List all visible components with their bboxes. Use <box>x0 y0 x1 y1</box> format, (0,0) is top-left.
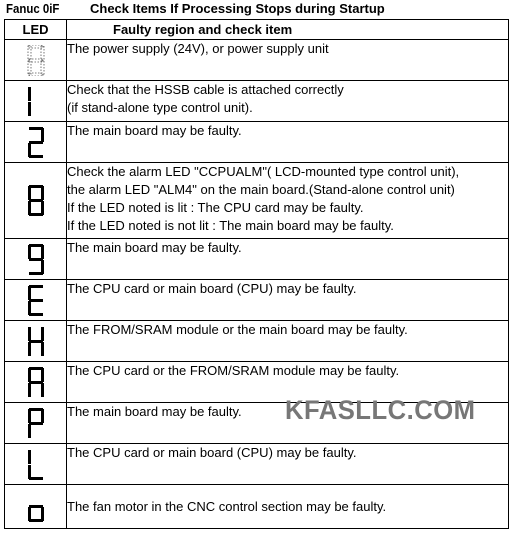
brand-label: Fanuc 0iF <box>6 1 60 16</box>
table-row <box>5 239 509 280</box>
description-cell <box>67 485 509 529</box>
table-row <box>5 280 509 321</box>
description-line: The CPU card or the FROM/SRAM module may be faulty. <box>67 363 400 378</box>
description-line: The fan motor in the CNC control section may be faulty. <box>67 498 387 514</box>
led-letter-l-icon <box>27 449 45 480</box>
led-cell <box>5 122 67 163</box>
led-digit-1-icon <box>27 86 45 117</box>
led-cell <box>5 444 67 485</box>
description-cell <box>67 122 509 163</box>
check-items-table <box>4 19 509 529</box>
description-line: The power supply (24V), or power supply unit <box>67 41 329 56</box>
description-cell <box>67 40 509 81</box>
table-row <box>5 321 509 362</box>
description-line: The main board may be faulty. <box>67 123 242 138</box>
description-line: Check the alarm LED "CCPUALM"( LCD-mounted type control unit), <box>67 164 460 179</box>
led-cell <box>5 239 67 280</box>
led-cell <box>5 280 67 321</box>
description-line: If the LED noted is lit : The CPU card may be faulty. <box>67 200 364 215</box>
led-letter-e-icon <box>27 285 45 316</box>
table-row <box>5 163 509 239</box>
led-cell <box>5 321 67 362</box>
led-letter-p-icon <box>27 408 45 439</box>
led-digit-9-icon <box>27 244 45 275</box>
description-line: The FROM/SRAM module or the main board may be faulty. <box>67 322 408 337</box>
description-line: Check that the HSSB cable is attached correctly <box>67 82 344 97</box>
description-line: The CPU card or main board (CPU) may be faulty. <box>67 445 357 460</box>
description-cell <box>67 81 509 122</box>
description-line: The main board may be faulty. <box>67 240 242 255</box>
description-line: The CPU card or main board (CPU) may be faulty. <box>67 281 357 296</box>
led-letter-o-icon <box>27 491 45 522</box>
table-row <box>5 122 509 163</box>
description-cell <box>67 444 509 485</box>
description-line: If the LED noted is not lit : The main board may be faulty. <box>67 218 394 233</box>
led-cell <box>5 163 67 239</box>
description-cell <box>67 280 509 321</box>
led-cell <box>5 362 67 403</box>
description-line: The main board may be faulty. <box>67 404 242 419</box>
description-line: (if stand-alone type control unit). <box>67 100 253 115</box>
led-letter-h-bar-icon <box>27 367 45 398</box>
watermark: KFASLLC.COM <box>285 395 476 425</box>
description-cell <box>67 239 509 280</box>
led-digit-8-icon <box>27 185 45 216</box>
description-line: the alarm LED "ALM4" on the main board.(Stand-alone control unit) <box>67 182 455 197</box>
led-cell <box>5 81 67 122</box>
description-cell <box>67 321 509 362</box>
led-cell <box>5 403 67 444</box>
column-header-description: Faulty region and check item <box>67 20 509 40</box>
table-row <box>5 40 509 81</box>
led-cell <box>5 485 67 529</box>
led-digit-2-icon <box>27 127 45 158</box>
led-blank-icon <box>27 45 45 76</box>
table-header-row <box>5 20 509 40</box>
table-row <box>5 444 509 485</box>
title-bar <box>4 1 510 17</box>
table-row <box>5 81 509 122</box>
led-letter-h-icon <box>27 326 45 357</box>
table-row <box>5 485 509 529</box>
column-header-led: LED <box>5 20 67 40</box>
description-cell <box>67 163 509 239</box>
led-cell <box>5 40 67 81</box>
page-title: Check Items If Processing Stops during Startup <box>90 1 385 16</box>
